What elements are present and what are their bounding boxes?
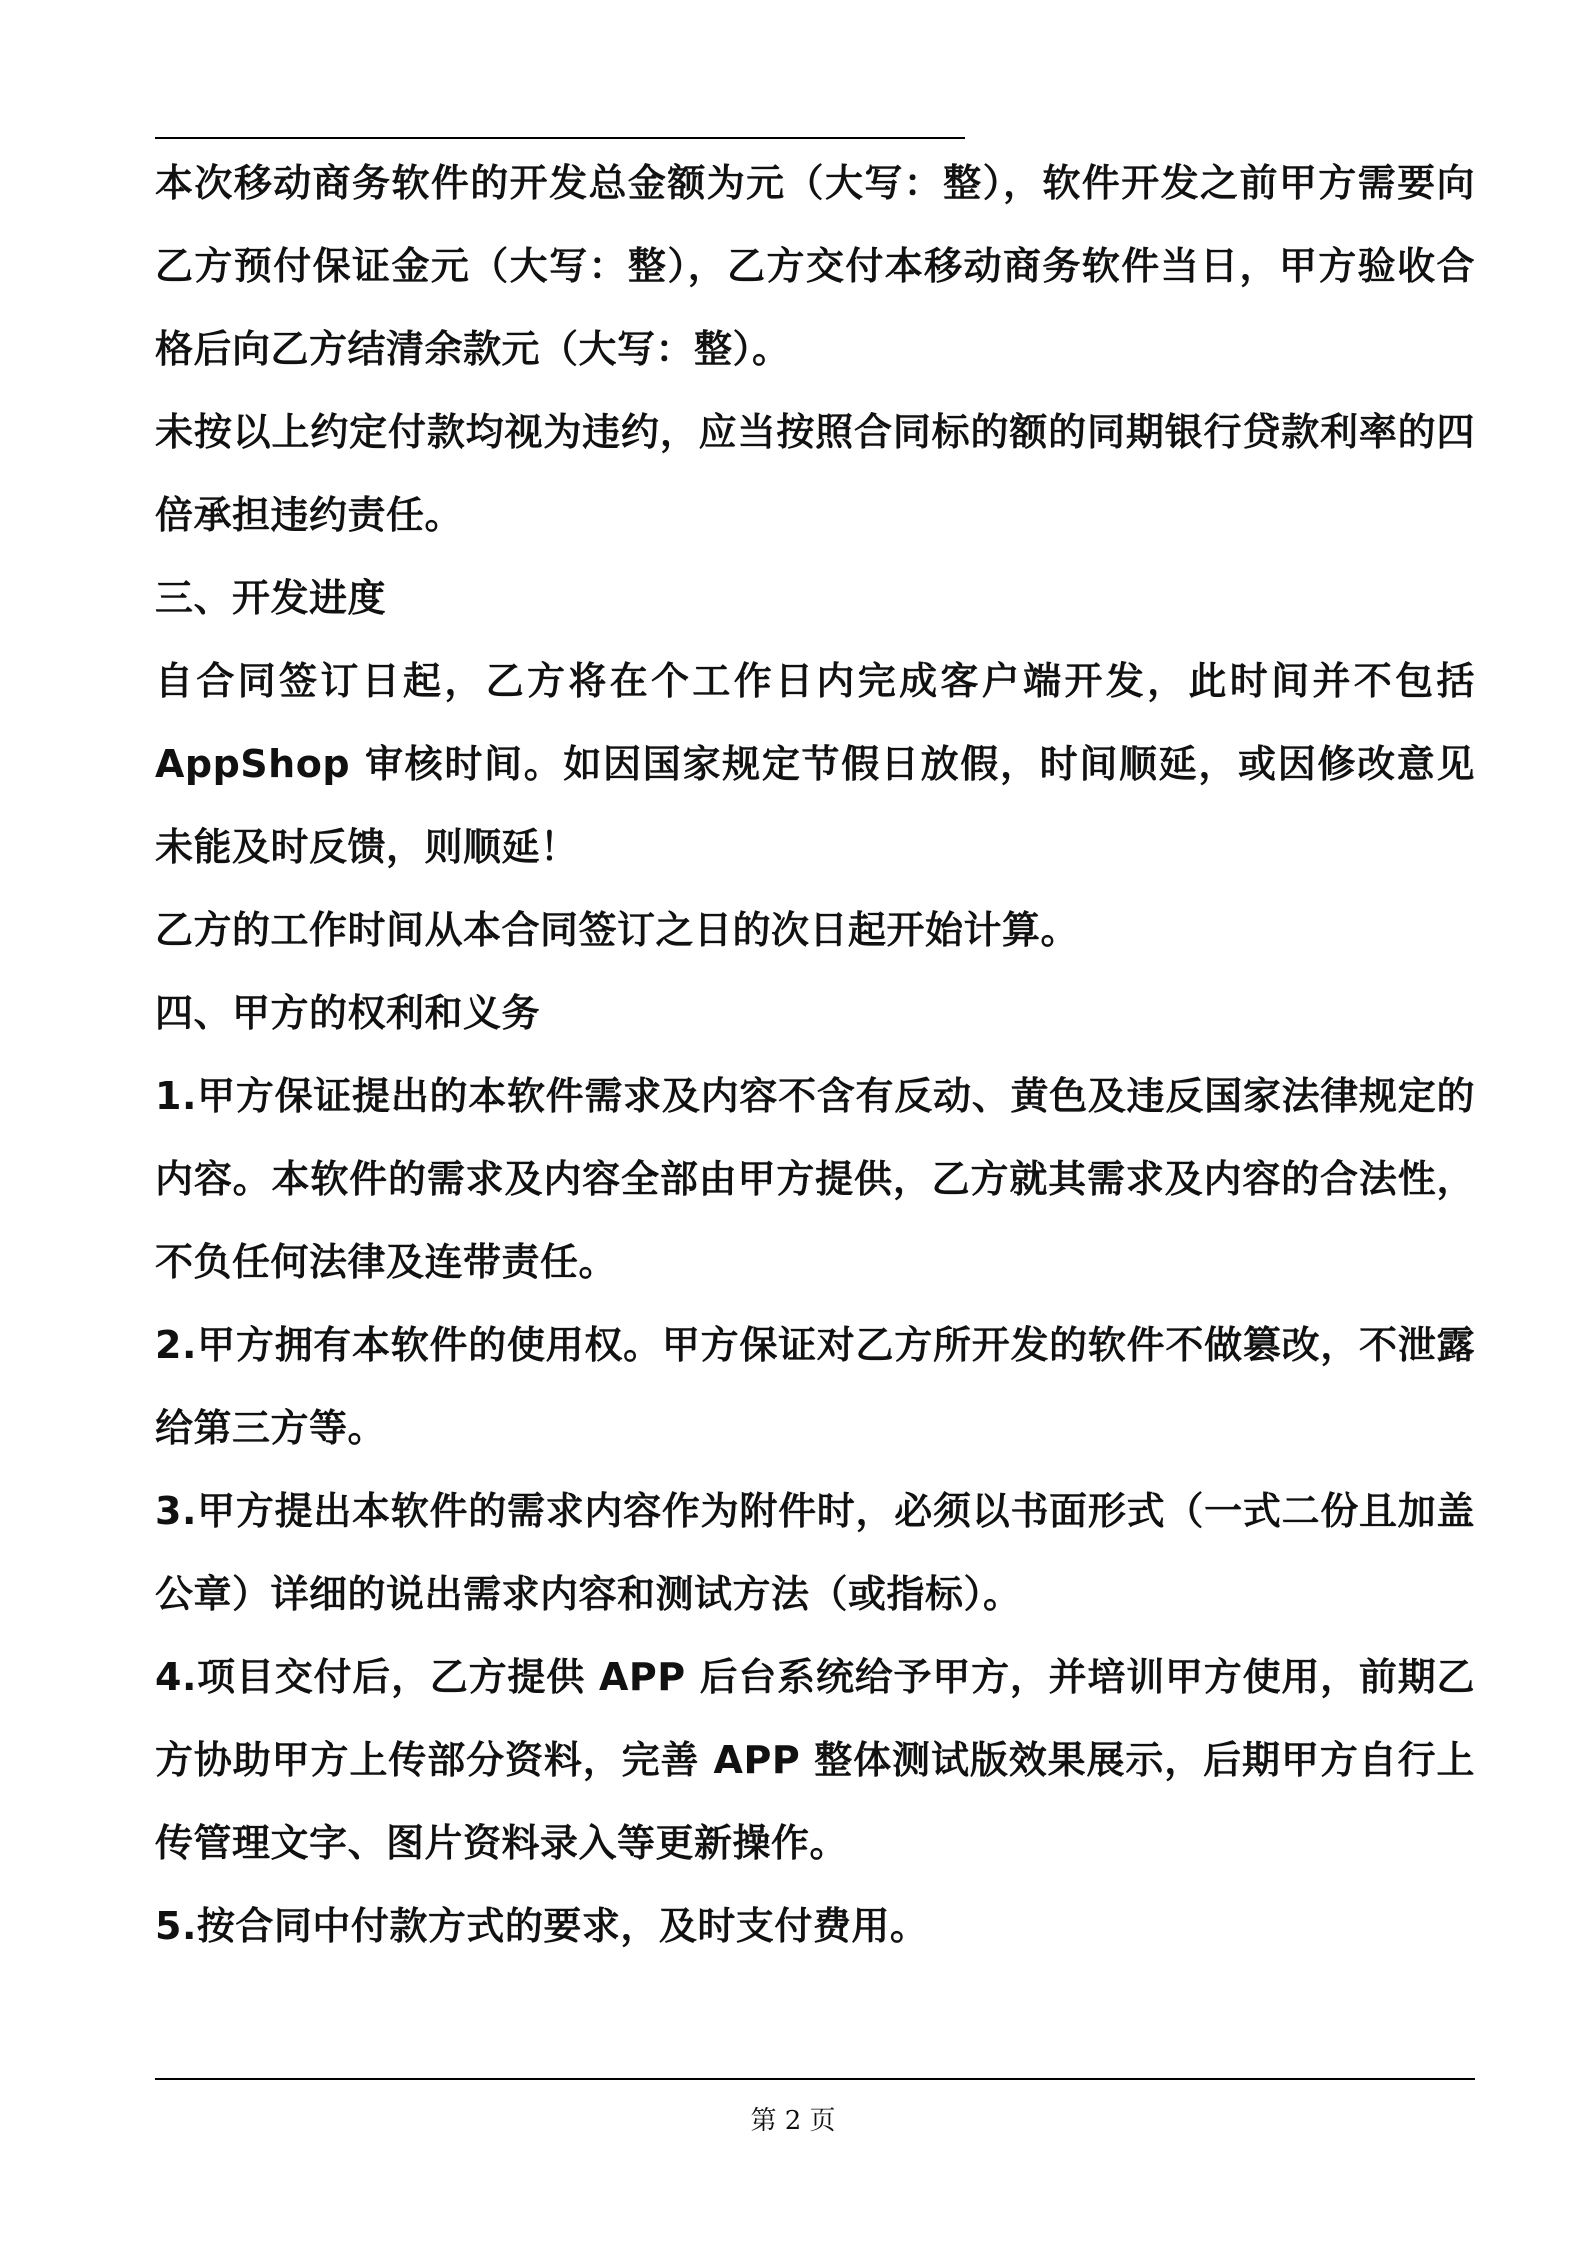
- rights-item-5: 5.按合同中付款方式的要求，及时支付费用。: [155, 1904, 929, 1948]
- breach-paragraph: 未按以上约定付款均视为违约，应当按照合同标的额的同期银行贷款利率的四倍承担违约责任。: [155, 410, 1475, 537]
- rights-item-4: 4.项目交付后，乙方提供 APP 后台系统给予甲方，并培训甲方使用，前期乙方协助甲方上传部分资料，完善 APP 整体测试版效果展示，后期甲方自行上传管理文字、图片资料录入等更新操作。: [155, 1655, 1475, 1865]
- schedule-paragraph: 自合同签订日起，乙方将在个工作日内完成客户端开发，此时间并不包括AppShop 审核时间。如因国家规定节假日放假，时间顺延，或因修改意见未能及时反馈，则顺延！: [155, 659, 1475, 869]
- top-rule: [155, 137, 965, 139]
- section-heading-rights: 四、甲方的权利和义务: [155, 991, 541, 1035]
- rights-item-3: 3.甲方提出本软件的需求内容作为附件时，必须以书面形式（一式二份且加盖公章）详细的说出需求内容和测试方法（或指标）。: [155, 1489, 1475, 1616]
- work-time-paragraph: 乙方的工作时间从本合同签订之日的次日起开始计算。: [155, 908, 1080, 952]
- page-number: 第 2 页: [750, 2106, 836, 2136]
- rights-item-1: 1.甲方保证提出的本软件需求及内容不含有反动、黄色及违反国家法律规定的内容。本软件的需求及内容全部由甲方提供，乙方就其需求及内容的合法性，不负任何法律及连带责任。: [155, 1074, 1475, 1284]
- rights-item-2: 2.甲方拥有本软件的使用权。甲方保证对乙方所开发的软件不做篡改，不泄露给第三方等。: [155, 1323, 1475, 1450]
- section-heading-schedule: 三、开发进度: [155, 576, 387, 620]
- footer-rule: [155, 2078, 1475, 2080]
- payment-amount-paragraph: 本次移动商务软件的开发总金额为元（大写：整），软件开发之前甲方需要向乙方预付保证金元（大写：整），乙方交付本移动商务软件当日，甲方验收合格后向乙方结清余款元（大写：整）。: [155, 161, 1475, 371]
